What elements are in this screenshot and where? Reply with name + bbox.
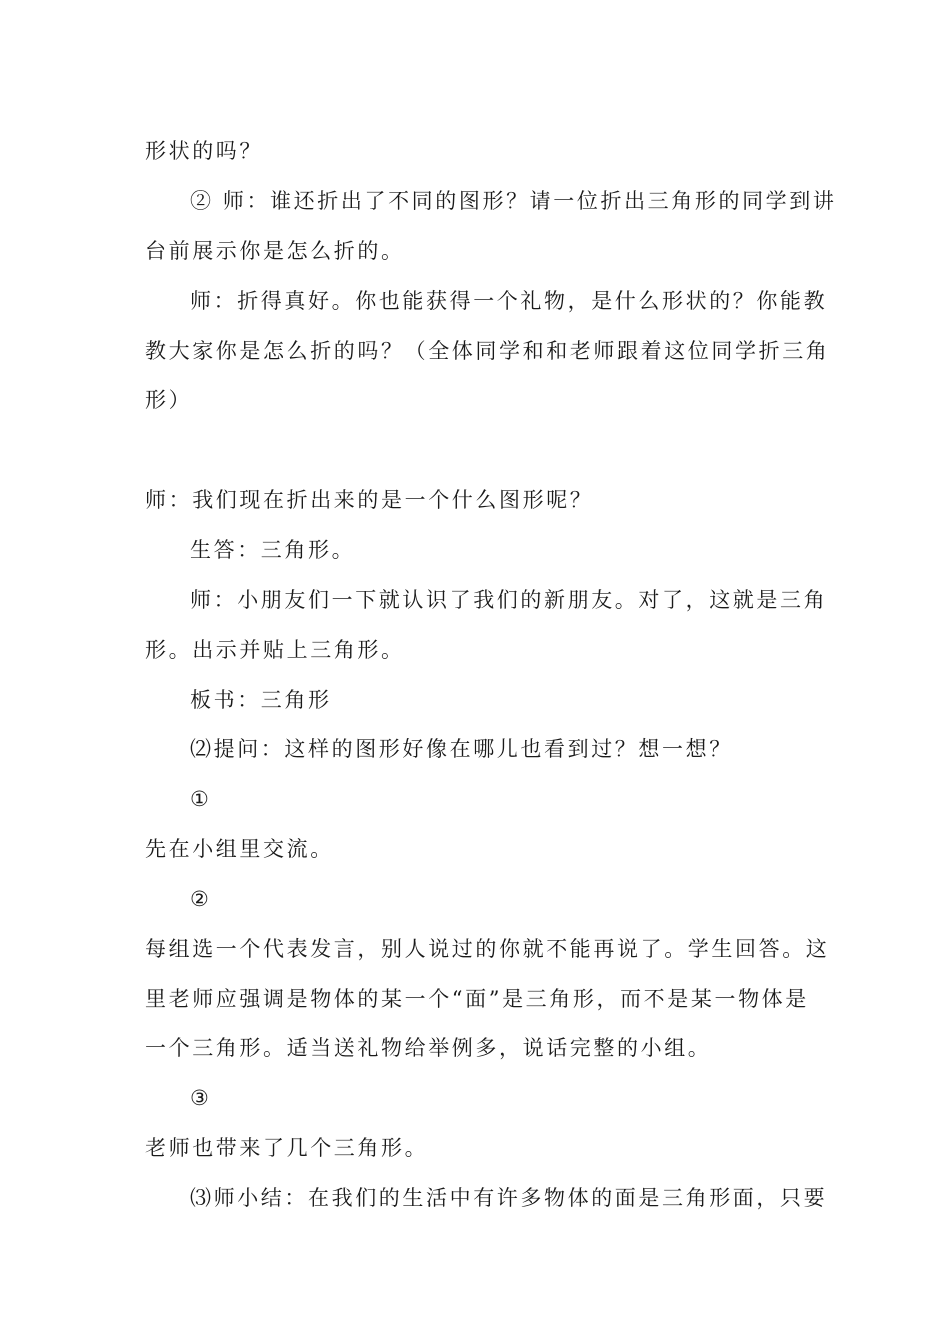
- text-line: ⑶师小结：在我们的生活中有许多物体的面是三角形面，只要: [190, 1186, 828, 1210]
- text-line: 形）: [145, 388, 193, 412]
- text-line: 台前展示你是怎么折的。: [145, 239, 405, 263]
- text-line: ③: [190, 1086, 212, 1110]
- text-line: 里老师应强调是物体的某一个“面”是三角形，而不是某一物体是: [145, 987, 809, 1011]
- text-line: 教大家你是怎么折的吗？（全体同学和和老师跟着这位同学折三角: [145, 339, 830, 363]
- text-line: ②: [190, 887, 212, 911]
- text-line: 形状的吗？: [145, 139, 263, 163]
- text-line: 形。出示并贴上三角形。: [145, 638, 405, 662]
- text-line: 每组选一个代表发言，别人说过的你就不能再说了。学生回答。这: [145, 937, 830, 961]
- text-line: 生答：三角形。: [190, 538, 356, 562]
- text-line: ⑵提问：这样的图形好像在哪儿也看到过？想一想？: [190, 737, 733, 761]
- text-line: 板书：三角形: [190, 688, 332, 712]
- text-line: 老师也带来了几个三角形。: [145, 1136, 429, 1160]
- text-line: 先在小组里交流。: [145, 837, 334, 861]
- text-line: 师：小朋友们一下就认识了我们的新朋友。对了，这就是三角: [190, 588, 828, 612]
- text-line: ② 师：谁还折出了不同的图形？请一位折出三角形的同学到讲: [190, 189, 837, 213]
- text-line: ①: [190, 787, 212, 811]
- text-line: 一个三角形。适当送礼物给举例多，说话完整的小组。: [145, 1036, 712, 1060]
- text-line: 师：折得真好。你也能获得一个礼物，是什么形状的？你能教: [190, 289, 828, 313]
- text-line: 师：我们现在折出来的是一个什么图形呢？: [145, 488, 594, 512]
